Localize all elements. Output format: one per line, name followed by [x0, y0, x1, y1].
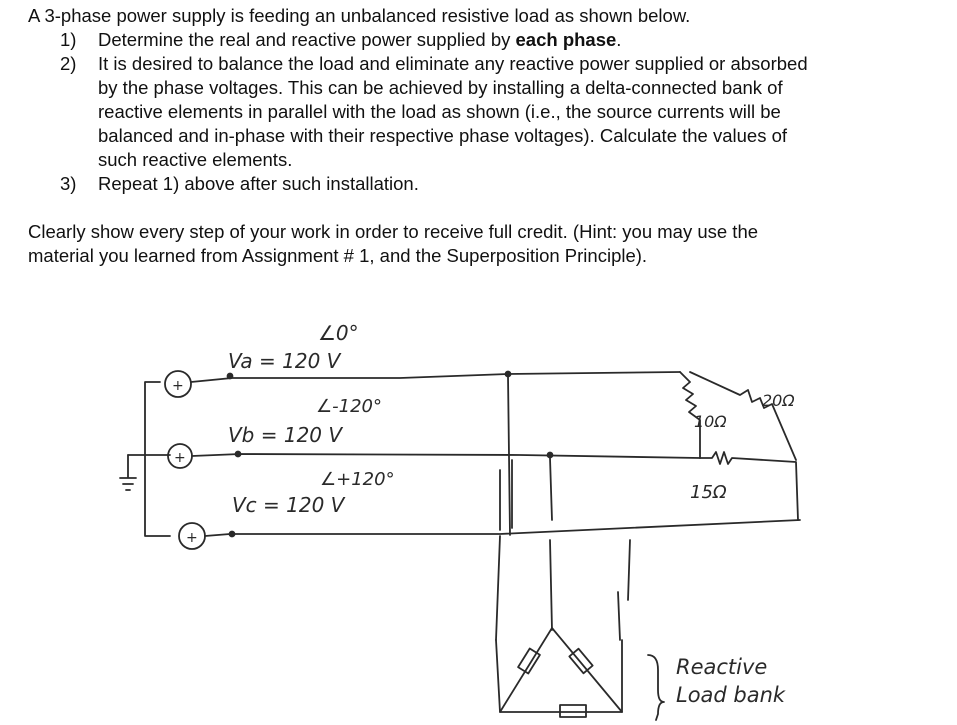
hint-line: material you learned from Assignment # 1, and the Superposition Principle).: [28, 245, 648, 266]
junction-dot: [236, 452, 241, 457]
question-2-line: such reactive elements.: [98, 149, 293, 170]
question-1-emphasis: each phase: [515, 29, 617, 50]
reactive-element: [560, 705, 586, 717]
ground-wire: [145, 382, 170, 536]
question-2-line: by the phase voltages. This can be achieved by installing a delta-connected bank of: [98, 77, 783, 98]
va-label: Va = 120 V: [228, 349, 341, 373]
ground-symbol: [120, 455, 136, 490]
hint-line: Clearly show every step of your work in order to receive full credit. (Hint: you may use the: [28, 221, 759, 242]
resistor-10-label: 10Ω: [694, 412, 727, 431]
reactive-element: [518, 648, 540, 673]
problem-intro: A 3-phase power supply is feeding an unbalanced resistive load as shown below.: [28, 5, 691, 26]
resistor-20-label: 20Ω: [762, 391, 795, 410]
vc-angle: ∠+120°: [320, 469, 395, 490]
vb-angle: ∠-120°: [316, 396, 382, 417]
question-3-text: Repeat 1) above after such installation.: [98, 173, 419, 194]
source-c-sign: +: [186, 530, 198, 546]
bank-feeder-c: [618, 540, 630, 640]
bank-brace: [648, 655, 664, 720]
question-2-line: It is desired to balance the load and eliminate any reactive power supplied or absorbed: [98, 53, 808, 74]
reactive-element: [569, 649, 592, 674]
bank-label-line-1: Reactive: [676, 655, 768, 679]
bank-feeder-a2: [496, 470, 500, 640]
junction-dot: [230, 532, 235, 537]
junction-dot: [548, 453, 553, 458]
source-a-sign: +: [172, 378, 184, 394]
question-1-end: .: [616, 29, 622, 50]
bank-feeder-a: [508, 376, 510, 535]
vc-label: Vc = 120 V: [232, 493, 345, 517]
resistor-15-label: 15Ω: [690, 482, 727, 503]
vb-label: Vb = 120 V: [228, 423, 343, 447]
question-2-line: reactive elements in parallel with the load as shown (i.e., the source currents will be: [98, 101, 781, 122]
question-2-line: balanced and in-phase with their respective phase voltages). Calculate the values of: [98, 125, 788, 146]
bank-label-line-2: Load bank: [676, 683, 786, 707]
source-b-sign: +: [174, 450, 186, 466]
question-number: 1): [60, 29, 77, 50]
question-1-text: Determine the real and reactive power supplied by: [98, 29, 516, 50]
phase-b-line: [192, 454, 700, 458]
junction-dot: [228, 374, 233, 379]
bank-feeder-b: [550, 458, 552, 630]
va-angle: ∠0°: [318, 321, 359, 345]
question-number: 3): [60, 173, 77, 194]
phase-a-line: [191, 372, 680, 382]
question-number: 2): [60, 53, 77, 74]
reactive-bank-delta: [500, 628, 622, 712]
bank-wire: [496, 640, 622, 712]
phase-c-line: [205, 520, 800, 536]
